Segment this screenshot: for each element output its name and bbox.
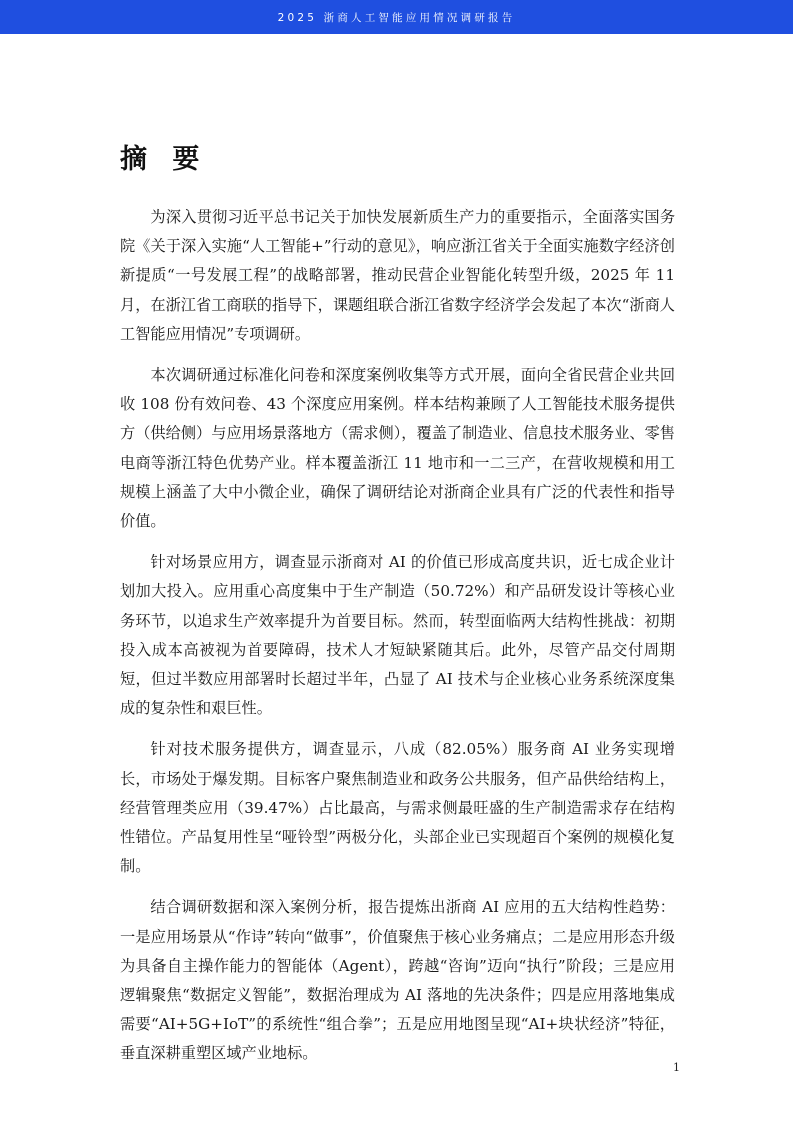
header-bar — [0, 0, 793, 34]
section-heading: 摘 要 — [120, 144, 208, 175]
abstract-body — [120, 203, 675, 1081]
paragraph-2: 本次调研通过标准化问卷和深度案例收集等方式开展，面向全省民营企业共回收 108 份有效问卷、43 个深度应用案例。样本结构兼顾了人工智能技术服务提供方（供给侧）与应用场景落地方（需求侧），覆盖了制造业、信息技术服务业、零售电商等浙江特色优势产业。样本覆盖浙江 11 地市和一二三产，在营收规模和用工规模上涵盖了大中小微企业，确保了调研结论对浙商企业具有广泛的代表性和指导价值。 — [120, 366, 675, 531]
paragraph-4: 针对技术服务提供方，调查显示，八成（82.05%）服务商 AI 业务实现增长，市场处于爆发期。目标客户聚焦制造业和政务公共服务，但产品供给结构上，经营管理类应用（39.47%）占比最高，与需求侧最旺盛的生产制造需求存在结构性错位。产品复用性呈“哑铃型”两极分化，头部企业已实现超百个案例的规模化复制。 — [120, 740, 675, 876]
paragraph-1: 为深入贯彻习近平总书记关于加快发展新质生产力的重要指示，全面落实国务院《关于深入实施“人工智能+”行动的意见》，响应浙江省关于全面实施数字经济创新提质“一号发展工程”的战略部署，推动民营企业智能化转型升级，2025 年 11 月，在浙江省工商联的指导下，课题组联合浙江省数字经济学会发起了本次“浙商人工智能应用情况”专项调研。 — [120, 208, 675, 343]
report-title: 2025 浙商人工智能应用情况调研报告 — [277, 11, 516, 24]
paragraph-3: 针对场景应用方，调查显示浙商对 AI 的价值已形成高度共识，近七成企业计划加大投入。应用重心高度集中于生产制造（50.72%）和产品研发设计等核心业务环节，以追求生产效率提升为首要目标。然而，转型面临两大结构性挑战：初期投入成本高被视为首要障碍，技术人才短缺紧随其后。此外，尽管产品交付周期短，但过半数应用部署时长超过半年，凸显了 AI 技术与企业核心业务系统深度集成的复杂性和艰巨性。 — [120, 553, 675, 718]
paragraph-5: 结合调研数据和深入案例分析，报告提炼出浙商 AI 应用的五大结构性趋势：一是应用场景从“作诗”转向“做事”，价值聚焦于核心业务痛点；二是应用形态升级为具备自主操作能力的智能体（Agent），跨越“咨询”迈向“执行”阶段；三是应用逻辑聚焦“数据定义智能”，数据治理成为 AI 落地的先决条件；四是应用落地集成需要“AI+5G+IoT”的系统性“组合拳”；五是应用地图呈现“AI+块状经济”特征，垂直深耕重塑区域产业地标。 — [120, 898, 675, 1063]
page-number: 1 — [673, 1061, 680, 1074]
